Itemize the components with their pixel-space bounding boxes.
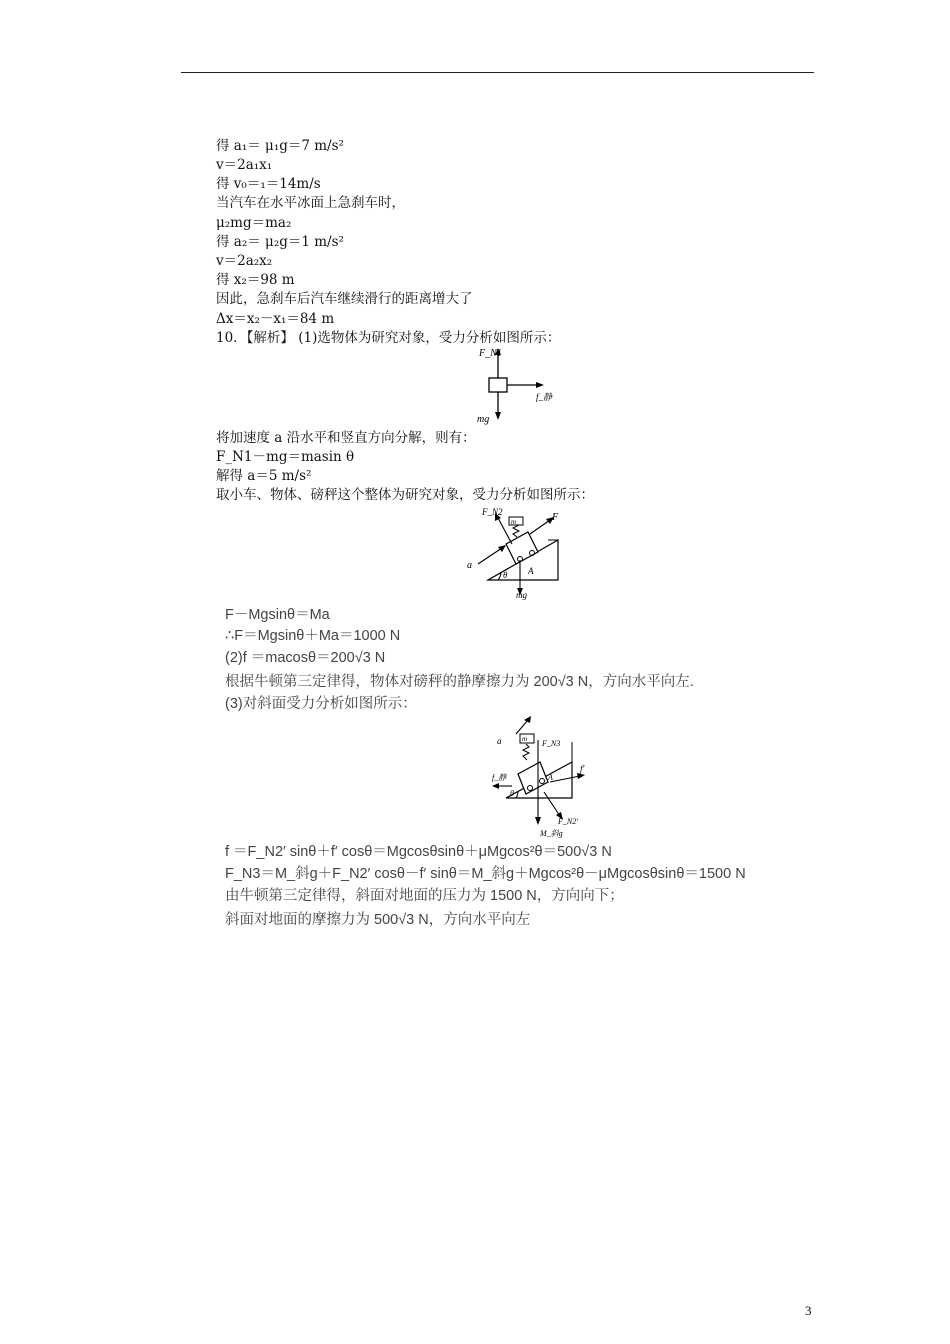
fig2-label-fn: F_N2 bbox=[482, 507, 503, 517]
text-line: ∴F＝Mgsinθ＋Ma＝1000 N bbox=[225, 628, 401, 644]
text-line: 10．【解析】 (1)选物体为研究对象，受力分析如图所示： bbox=[216, 330, 561, 346]
header-rule bbox=[181, 72, 814, 73]
text-line: 解得 a＝5 m/s² bbox=[216, 468, 312, 484]
text-line: v＝2a₂x₂ bbox=[216, 253, 273, 269]
text-line: μ₂mg＝ma₂ bbox=[216, 215, 292, 231]
fig3-label-fn2: F_N2′ bbox=[558, 817, 578, 826]
text-line: (3)对斜面受力分析如图所示： bbox=[225, 696, 417, 712]
text-line: v＝2a₁x₁ bbox=[216, 157, 273, 173]
force-diagram-object bbox=[470, 342, 560, 428]
fig1-label-mg: mg bbox=[477, 414, 490, 425]
fig3-label-fp: f′ bbox=[580, 764, 585, 774]
text-line: Δx＝x₂－x₁＝84 m bbox=[216, 311, 335, 327]
text-line: 得 a₂＝ μ₂g＝1 m/s² bbox=[216, 234, 344, 250]
fig3-label-m: m bbox=[522, 735, 528, 743]
text-line: 当汽车在水平冰面上急刹车时， bbox=[216, 195, 405, 211]
fig3-label-A: A bbox=[548, 773, 553, 782]
fig3-label-a: a bbox=[497, 736, 502, 746]
text-line: 根据牛顿第三定律得，物体对磅秤的静摩擦力为 200√3 N，方向水平向左. bbox=[225, 674, 694, 690]
fig2-label-a: a bbox=[467, 560, 472, 571]
text-line: F_N1－mg＝masin θ bbox=[216, 449, 355, 465]
text-line: 取小车、物体、磅秤这个整体为研究对象，受力分析如图所示： bbox=[216, 487, 594, 503]
text-line: 得 a₁＝ μ₁g＝7 m/s² bbox=[216, 138, 344, 154]
fig3-label-fn: F_N3 bbox=[542, 739, 561, 748]
page-number: 3 bbox=[805, 1303, 812, 1318]
force-diagram-system bbox=[460, 504, 600, 604]
text-line: 斜面对地面的摩擦力为 500√3 N，方向水平向左 bbox=[225, 912, 531, 928]
fig1-label-f: f_静 bbox=[536, 392, 553, 402]
fig1-label-fn: F_N1 bbox=[479, 348, 502, 359]
text-line: (2)f ＝macosθ＝200√3 N bbox=[225, 650, 386, 666]
text-line: 由牛顿第三定律得，斜面对地面的压力为 1500 N，方向向下； bbox=[225, 888, 624, 904]
text-line: f ＝F_N2′ sinθ＋f′ cosθ＝Mgcosθsinθ＋μMgcos²θ＝500√3 N bbox=[225, 844, 612, 860]
fig2-label-A: A bbox=[528, 566, 534, 576]
fig3-label-mg: M_斜g bbox=[540, 829, 563, 838]
text-line: F－Mgsinθ＝Ma bbox=[225, 607, 330, 623]
text-line: 因此，急刹车后汽车继续滑行的距离增大了 bbox=[216, 291, 473, 307]
text-line: 得 v₀＝₁＝14m/s bbox=[216, 176, 321, 192]
text-line: 将加速度 a 沿水平和竖直方向分解，则有： bbox=[216, 430, 476, 446]
force-diagram-incline bbox=[488, 712, 618, 840]
fig2-label-theta: θ bbox=[503, 570, 508, 580]
text-line: 得 x₂＝98 m bbox=[216, 272, 295, 288]
fig2-label-mg: mg bbox=[516, 590, 527, 600]
fig3-label-theta: θ bbox=[510, 789, 514, 798]
fig3-label-f: f_静 bbox=[492, 773, 507, 782]
text-line: F_N3＝M_斜g＋F_N2′ cosθ－f′ sinθ＝M_斜g＋Mgcos²θ－μMgcosθsinθ＝1500 N bbox=[225, 866, 746, 882]
fig2-label-m: m bbox=[511, 518, 517, 526]
fig2-label-f: F bbox=[552, 512, 559, 523]
